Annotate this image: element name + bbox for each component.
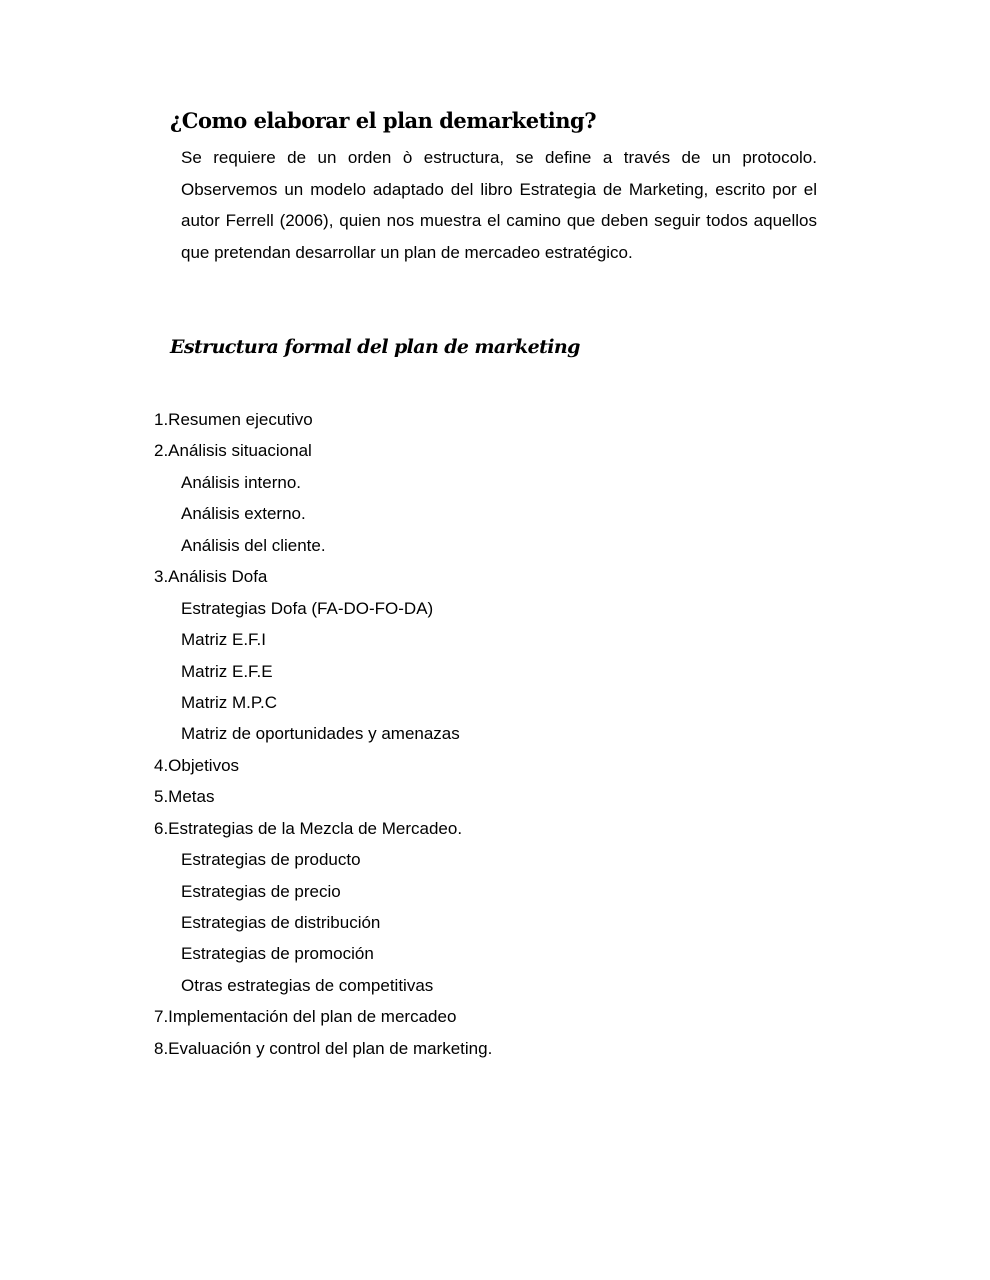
outline-item: 3.Análisis Dofa xyxy=(154,567,268,587)
outline-subitem: Estrategias de precio xyxy=(181,881,341,901)
outline-subitem: Otras estrategias de competitivas xyxy=(181,975,434,995)
outline-item: 2.Análisis situacional xyxy=(154,441,312,461)
outline-subitem: Estrategias de distribución xyxy=(181,913,381,932)
outline-list xyxy=(154,404,492,1064)
outline-item: 8.Evaluación y control del plan de marketing. xyxy=(154,1038,493,1058)
outline-subitem: Matriz E.F.I xyxy=(181,630,267,650)
outline-item: 4.Objetivos xyxy=(154,755,240,775)
outline-subitem: Matriz M.P.C xyxy=(181,692,278,712)
outline-item: 6.Estrategias de la Mezcla de Mercadeo. xyxy=(154,818,463,838)
section-heading: Estructura formal del plan de marketing xyxy=(170,336,580,358)
outline-subitem: Estrategias de producto xyxy=(181,850,361,870)
outline-subitem: Estrategias de promoción xyxy=(181,944,374,964)
outline-subitem: Matriz E.F.E xyxy=(181,661,273,681)
outline-subitem: Estrategias Dofa (FA-DO-FO-DA) xyxy=(181,598,434,618)
outline-subitem: Análisis interno. xyxy=(181,472,302,492)
outline-item: 7.Implementación del plan de mercadeo xyxy=(154,1007,457,1027)
outline-subitem: Análisis externo. xyxy=(181,504,306,524)
outline-item: 5.Metas xyxy=(154,787,215,807)
intro-paragraph: Se requiere de un orden ò estructura, se define a través de un protocolo. Observemos un modelo adaptado del libro Estrategia de Marketing, escrito por el autor Ferrell (2006), quien nos muestra el camino que deben seguir todos aquellos que pretendan desarrollar un plan de mercadeo estratégico. xyxy=(181,148,817,262)
page-title: ¿Como elaborar el plan demarketing? xyxy=(170,108,597,133)
outline-subitem: Análisis del cliente. xyxy=(181,535,326,555)
outline-subitem: Matriz de oportunidades y amenazas xyxy=(181,724,460,744)
outline-item: 1.Resumen ejecutivo xyxy=(154,410,313,429)
